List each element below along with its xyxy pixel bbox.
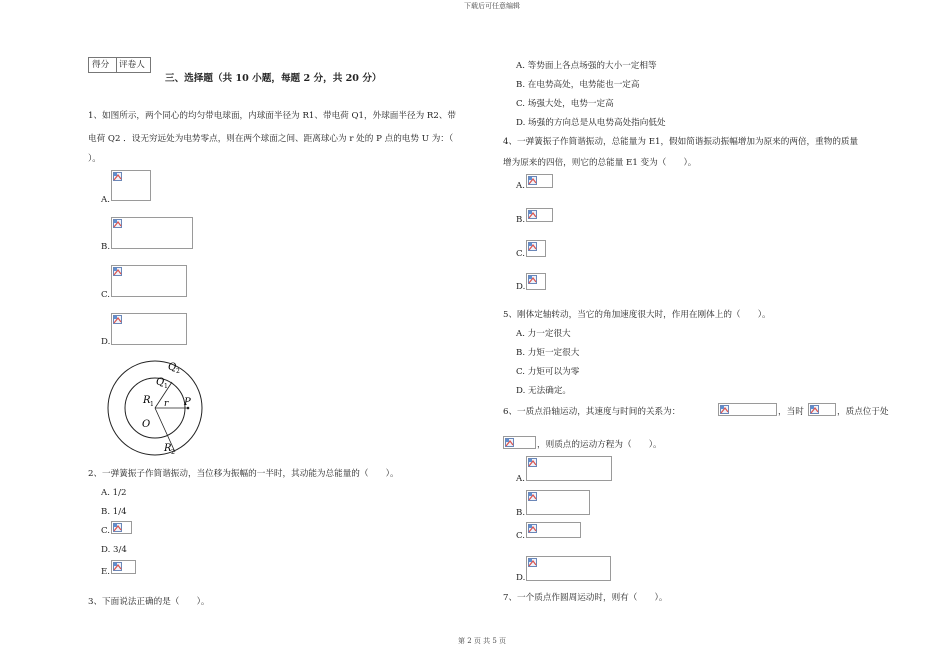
broken-image-icon (528, 210, 537, 219)
q2-option-c-image (111, 521, 132, 534)
q2-option-a[interactable]: A. 1/2 (101, 488, 127, 498)
q4-option-a[interactable]: A. (516, 181, 525, 191)
q6-time-image (808, 403, 836, 416)
q4-option-d[interactable]: D. (516, 282, 526, 292)
score-box (88, 57, 151, 73)
broken-image-icon (113, 172, 122, 181)
broken-image-icon (528, 558, 537, 567)
broken-image-icon (113, 267, 122, 276)
section-title: 三、选择题（共 10 小题，每题 2 分，共 20 分） (165, 73, 382, 84)
broken-image-icon (113, 219, 122, 228)
q5-option-b[interactable]: B. 力矩一定很大 (516, 348, 580, 358)
label-r2: R (164, 443, 172, 454)
q4-option-b-image (526, 208, 553, 222)
q2-stem: 2、一弹簧振子作简谐振动，当位移为振幅的一半时，其动能为总能量的（ ）。 (88, 469, 399, 479)
q3-option-a[interactable]: A. 等势面上各点场强的大小一定相等 (516, 61, 657, 71)
q1-option-c-image (111, 265, 187, 297)
q2-option-c[interactable]: C. (101, 526, 111, 536)
label-q2: Q (168, 362, 177, 373)
broken-image-icon (505, 438, 514, 447)
label-o: O (142, 419, 151, 430)
q6-option-c[interactable]: C. (516, 531, 526, 541)
broken-image-icon (113, 562, 122, 571)
q1-option-b[interactable]: B. (101, 242, 111, 252)
q1-option-b-image (111, 217, 193, 249)
q6-line2: ，则质点的运动方程为（ ）。 (537, 440, 662, 450)
score-divider (116, 58, 117, 72)
q7-stem: 7、一个质点作圆周运动时，则有（ ）。 (503, 593, 668, 603)
label-q2-sub: 2 (176, 368, 180, 375)
q4-option-a-image (526, 174, 553, 188)
q5-option-d[interactable]: D. 无法确定。 (516, 386, 572, 396)
q5-option-a[interactable]: A. 力一定很大 (516, 329, 571, 339)
broken-image-icon (528, 492, 537, 501)
q1-option-a-image (111, 170, 151, 201)
q3-option-b[interactable]: B. 在电势高处，电势能也一定高 (516, 80, 640, 90)
concentric-spheres-figure (100, 360, 210, 460)
label-q1-sub: 1 (164, 383, 168, 390)
q1-option-a[interactable]: A. (101, 195, 110, 205)
q6-part2: ，当时 (778, 407, 804, 417)
q1-line1: 1、如图所示，两个同心的均匀带电球面，内球面半径为 R1、带电荷 Q1，外球面半径为 R2、带 (88, 111, 457, 121)
q6-part3: ，质点位于处 (837, 407, 889, 417)
label-q1: Q (156, 377, 165, 388)
q4-line2: 增为原来的四倍，则它的总能量 E1 变为（ ）。 (503, 158, 697, 168)
q5-option-c[interactable]: C. 力矩可以为零 (516, 367, 580, 377)
broken-image-icon (528, 524, 537, 533)
q6-option-d[interactable]: D. (516, 573, 526, 583)
q1-option-d[interactable]: D. (101, 337, 111, 347)
label-r2-sub: 2 (171, 449, 175, 456)
q3-option-c[interactable]: C. 场强大处，电势一定高 (516, 99, 614, 109)
q1-option-c[interactable]: C. (101, 290, 111, 300)
q6-option-d-image (526, 556, 611, 581)
broken-image-icon (720, 405, 729, 414)
label-p: P (184, 397, 191, 408)
q2-option-e-image (111, 560, 136, 574)
broken-image-icon (528, 458, 537, 467)
broken-image-icon (810, 405, 819, 414)
q4-option-c-image (526, 240, 546, 257)
broken-image-icon (113, 315, 122, 324)
broken-image-icon (113, 523, 122, 532)
q3-stem: 3、下面说法正确的是（ ）。 (88, 597, 210, 607)
label-r: r (164, 399, 169, 409)
q5-stem: 5、刚体定轴转动，当它的角加速度很大时，作用在刚体上的（ ）。 (503, 310, 771, 320)
q4-option-d-image (526, 273, 546, 290)
q6-part1: 6、一质点沿轴运动，其速度与时间的关系为： (503, 407, 681, 417)
q6-option-a[interactable]: A. (516, 474, 525, 484)
q6-option-b[interactable]: B. (516, 508, 526, 518)
broken-image-icon (528, 275, 537, 284)
q1-line2: 电荷 Q2 ．设无穷远处为电势零点，则在两个球面之间、距离球心为 r 处的 P 点的电势 U 为：（ (88, 134, 454, 144)
q4-line1: 4、一弹簧振子作简谐振动，总能量为 E1，假如简谐振动振幅增加为原来的两倍，重物的质量 (503, 137, 859, 147)
label-r1: R (143, 395, 151, 406)
q1-option-d-image (111, 313, 187, 345)
q6-option-a-image (526, 456, 612, 481)
grader-label: 评卷人 (119, 60, 145, 70)
q4-option-b[interactable]: B. (516, 215, 526, 225)
broken-image-icon (528, 176, 537, 185)
q3-option-d[interactable]: D. 场强的方向总是从电势高处指向低处 (516, 118, 666, 128)
label-r1-sub: 1 (150, 401, 154, 408)
q2-option-b[interactable]: B. 1/4 (101, 507, 127, 517)
header-note: 下载后可任意编辑 (464, 2, 520, 10)
q1-line3: ）。 (88, 154, 101, 164)
broken-image-icon (528, 242, 537, 251)
q4-option-c[interactable]: C. (516, 249, 526, 259)
q6-option-c-image (526, 522, 581, 538)
q2-option-e[interactable]: E. (101, 567, 111, 577)
score-label: 得分 (92, 60, 110, 70)
q2-option-d[interactable]: D. 3/4 (101, 545, 127, 555)
q6-option-b-image (526, 490, 590, 515)
q6-position-image (503, 436, 536, 449)
q6-velocity-formula-image (718, 403, 777, 416)
page-number: 第 2 页 共 5 页 (458, 637, 507, 645)
